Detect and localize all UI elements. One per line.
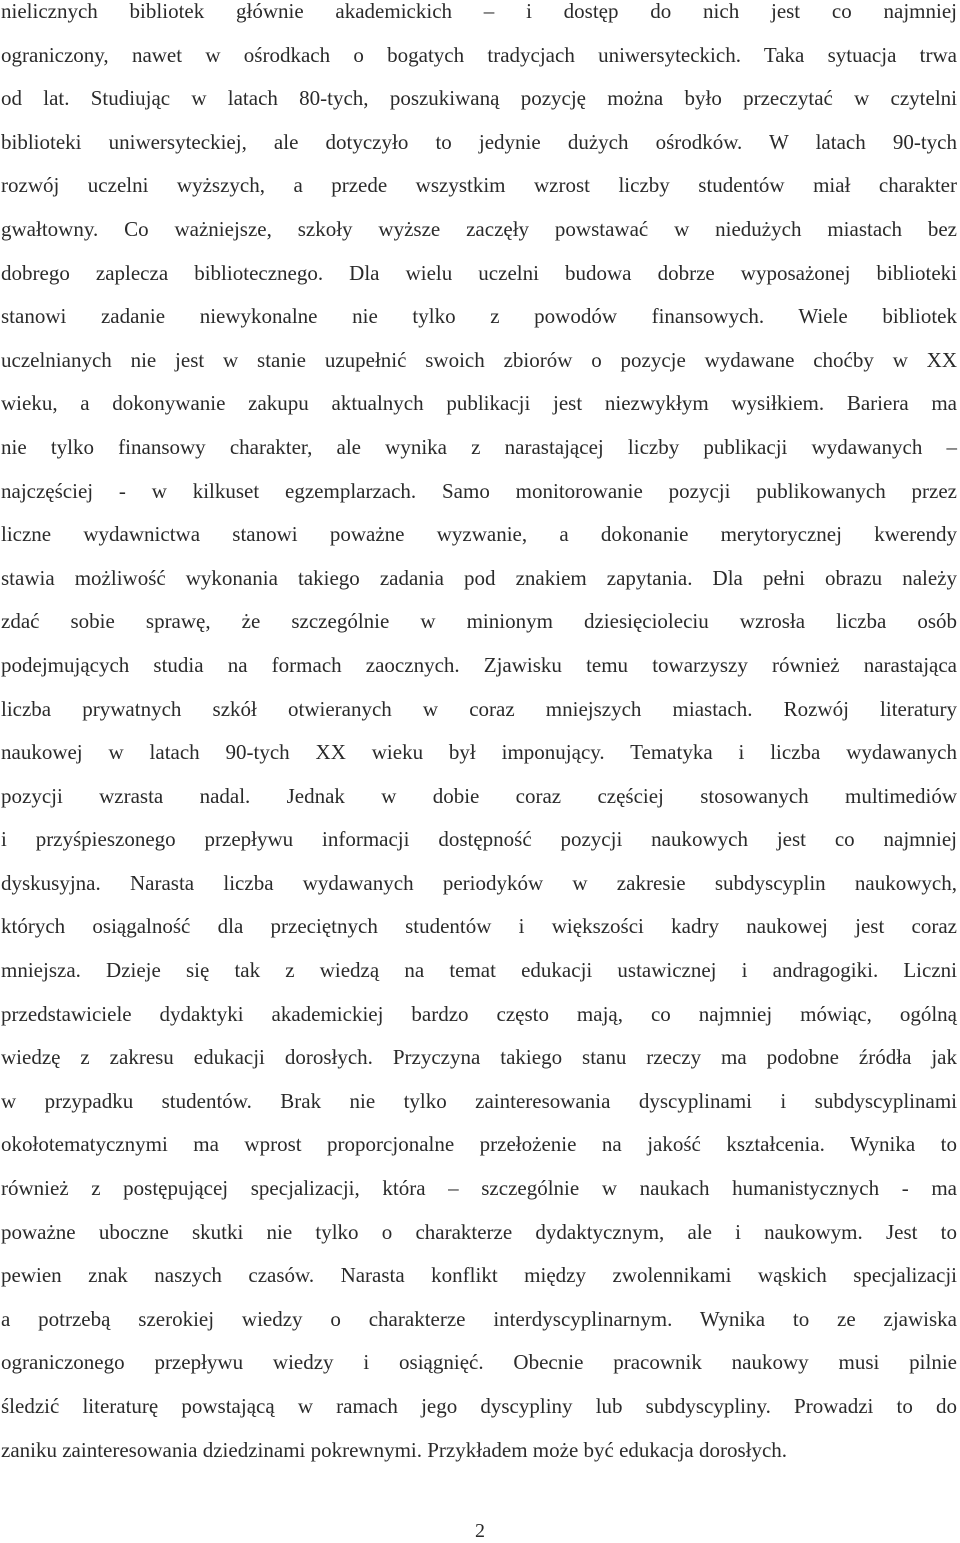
text-line: stawia możliwość wykonania takiego zadania pod znakiem zapytania. Dla pełni obrazu należy xyxy=(1,565,957,590)
text-line: rozwój uczelni wyższych, a przede wszystkim wzrost liczby studentów miał charakter xyxy=(1,173,957,198)
text-line: ograniczonego przepływu wiedzy i osiągnięć. Obecnie pracownik naukowy musi pilnie xyxy=(1,1350,957,1375)
body-paragraph xyxy=(1,0,957,1472)
text-line: zdać sobie sprawę, że szczególnie w minionym dziesięcioleciu wzrosła liczba osób xyxy=(1,609,957,634)
text-line: również z postępującej specjalizacji, która – szczególnie w naukach humanistycznych - ma xyxy=(1,1176,957,1201)
text-line: naukowej w latach 90-tych XX wieku był imponujący. Tematyka i liczba wydawanych xyxy=(1,740,957,765)
text-line: okołotematycznymi ma wprost proporcjonalne przełożenie na jakość kształcenia. Wynika to xyxy=(1,1132,957,1157)
text-line: zaniku zainteresowania dziedzinami pokrewnymi. Przykładem może być edukacja dorosłych. xyxy=(1,1437,788,1462)
text-line: których osiągalność dla przeciętnych studentów i większości kadry naukowej jest coraz xyxy=(1,914,957,939)
text-line: śledzić literaturę powstającą w ramach jego dyscypliny lub subdyscypliny. Prowadzi to do xyxy=(1,1394,957,1418)
text-line: uczelnianych nie jest w stanie uzupełnić swoich zbiorów o pozycje wydawane choćby w XX xyxy=(1,347,957,372)
text-line: przedstawiciele dydaktyki akademickiej bardzo często mają, co najmniej mówiąc, ogólną xyxy=(1,1001,957,1026)
text-line: pewien znak naszych czasów. Narasta konflikt między zwolennikami wąskich specjalizacji xyxy=(1,1263,957,1288)
text-line: biblioteki uniwersyteckiej, ale dotyczyło to jedynie dużych ośrodków. W latach 90-tych xyxy=(1,129,957,154)
text-line: stanowi zadanie niewykonalne nie tylko z powodów finansowych. Wiele bibliotek xyxy=(1,304,957,329)
text-line: a potrzebą szerokiej wiedzy o charakterze interdyscyplinarnym. Wynika to ze zjawiska xyxy=(1,1306,957,1331)
text-line: w przypadku studentów. Brak nie tylko zainteresowania dyscyplinami i subdyscyplinami xyxy=(1,1088,957,1113)
text-line: wieku, a dokonywanie zakupu aktualnych publikacji jest niezwykłym wysiłkiem. Bariera ma xyxy=(1,391,957,416)
page-number: 2 xyxy=(475,1520,485,1542)
text-line: od lat. Studiując w latach 80-tych, poszukiwaną pozycję można było przeczytać w czytelni xyxy=(1,86,957,111)
text-line: nielicznych bibliotek głównie akademickich – i dostęp do nich jest co najmniej xyxy=(1,0,957,23)
text-line: liczba prywatnych szkół otwieranych w coraz mniejszych miastach. Rozwój literatury xyxy=(1,696,957,721)
text-line: mniejsza. Dzieje się tak z wiedzą na temat edukacji ustawicznej i andragogiki. Liczni xyxy=(1,958,957,983)
text-line: wiedzę z zakresu edukacji dorosłych. Przyczyna takiego stanu rzeczy ma podobne źródła jak xyxy=(1,1045,957,1070)
text-line: i przyśpieszonego przepływu informacji dostępność pozycji naukowych jest co najmniej xyxy=(1,827,957,852)
text-line: nie tylko finansowy charakter, ale wynika z narastającej liczby publikacji wydawanych – xyxy=(1,434,957,459)
text-line: ograniczony, nawet w ośrodkach o bogatych tradycjach uniwersyteckich. Taka sytuacja trwa xyxy=(1,42,957,67)
text-line: poważne uboczne skutki nie tylko o charakterze dydaktycznym, ale i naukowym. Jest to xyxy=(1,1219,957,1244)
text-line: liczne wydawnictwa stanowi poważne wyzwanie, a dokonanie merytorycznej kwerendy xyxy=(1,522,957,547)
text-line: gwałtowny. Co ważniejsze, szkoły wyższe zaczęły powstawać w niedużych miastach bez xyxy=(1,216,957,241)
text-line: podejmujących studia na formach zaocznych. Zjawisku temu towarzyszy również narastająca xyxy=(1,652,957,677)
text-line: najczęściej - w kilkuset egzemplarzach. Samo monitorowanie pozycji publikowanych przez xyxy=(1,478,957,503)
text-line: pozycji wzrasta nadal. Jednak w dobie coraz częściej stosowanych multimediów xyxy=(1,783,957,808)
text-line: dobrego zaplecza bibliotecznego. Dla wielu uczelni budowa dobrze wyposażonej biblioteki xyxy=(1,260,957,285)
text-line: dyskusyjna. Narasta liczba wydawanych periodyków w zakresie subdyscyplin naukowych, xyxy=(1,870,957,895)
